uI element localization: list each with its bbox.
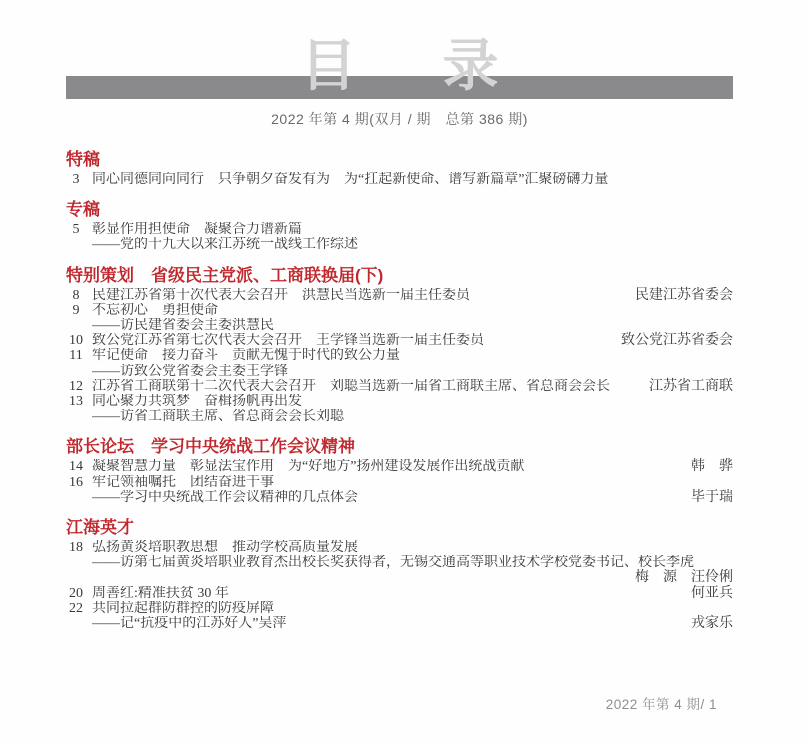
section-tebiecehua bbox=[66, 267, 733, 425]
toc-entry-line bbox=[66, 222, 733, 237]
toc-entry-subline bbox=[66, 237, 733, 252]
section-title: 专稿 bbox=[66, 200, 100, 220]
page-number: 5 bbox=[72, 222, 80, 238]
page-number: 20 bbox=[69, 585, 83, 601]
page-title bbox=[66, 36, 733, 96]
page-number: 12 bbox=[69, 378, 83, 394]
entry-author: 致公党江苏省委会 bbox=[621, 333, 733, 349]
entry-subtitle: ——访致公党省委会主委王学锋 bbox=[92, 363, 288, 379]
entry-subtitle: ——记“抗疫中的江苏好人”吴萍 bbox=[92, 616, 287, 632]
page-number: 9 bbox=[72, 302, 80, 318]
entry-author: 毕于瑞 bbox=[691, 489, 733, 505]
toc-entry-authors-line bbox=[66, 570, 733, 585]
entry-author: 梅 源 汪伶俐 bbox=[635, 570, 733, 586]
toc-entry-line bbox=[66, 586, 733, 601]
toc-entry-subline bbox=[66, 318, 733, 333]
entry-author: 戎家乐 bbox=[691, 616, 733, 632]
section-title: 江海英才 bbox=[66, 518, 134, 538]
entry-title: 牢记使命 接力奋斗 贡献无愧于时代的致公力量 bbox=[92, 348, 400, 364]
section-tegao bbox=[66, 151, 733, 187]
toc-entry-line bbox=[66, 459, 733, 474]
entry-subtitle: ——访民建省委会主委洪慧民 bbox=[92, 318, 274, 334]
entry-title: 致公党江苏省第七次代表大会召开 王学锋当选新一届主任委员 bbox=[92, 333, 484, 349]
page-number: 22 bbox=[69, 600, 83, 616]
toc-entry-line bbox=[66, 540, 733, 555]
entry-author: 韩 骅 bbox=[691, 459, 733, 475]
section-buzhangluntan bbox=[66, 438, 733, 505]
entry-author: 民建江苏省委会 bbox=[635, 287, 733, 303]
toc-entry-subline bbox=[66, 490, 733, 505]
page-footer: 2022 年第 4 期/ 1 bbox=[605, 697, 717, 712]
toc-entry-subline bbox=[66, 555, 733, 570]
issue-info: 2022 年第 4 期(双月 / 期 总第 386 期) bbox=[271, 111, 528, 127]
toc-entry-line bbox=[66, 303, 733, 318]
toc-entry-line bbox=[66, 475, 733, 490]
title-char-lu: 录 bbox=[442, 34, 499, 97]
entry-title: 周善红:精准扶贫 30 年 bbox=[92, 585, 229, 601]
toc-entry-subline bbox=[66, 364, 733, 379]
page-number: 11 bbox=[69, 348, 83, 364]
entry-title: 同心同德同向同行 只争朝夕奋发有为 为“扛起新使命、谱写新篇章”汇聚磅礴力量 bbox=[92, 172, 609, 187]
toc-entry-subline bbox=[66, 409, 733, 424]
entry-subtitle: ——学习中央统战工作会议精神的几点体会 bbox=[92, 489, 358, 505]
section-jianghaiyingcai bbox=[66, 519, 733, 631]
page-number: 8 bbox=[72, 287, 80, 303]
toc-entry-line bbox=[66, 288, 733, 303]
entry-subtitle: ——访省工商联主席、省总商会会长刘聪 bbox=[92, 409, 344, 425]
page-number: 18 bbox=[69, 540, 83, 556]
entry-title: 江苏省工商联第十二次代表大会召开 刘聪当选新一届省工商联主席、省总商会会长 bbox=[92, 378, 610, 394]
entry-author: 何亚兵 bbox=[691, 585, 733, 601]
section-zhuangao bbox=[66, 201, 733, 252]
toc-entry-line bbox=[66, 601, 733, 616]
toc-entry-line bbox=[66, 394, 733, 409]
page-number: 13 bbox=[69, 394, 83, 410]
entry-title: 彰显作用担使命 凝聚合力谱新篇 bbox=[92, 222, 302, 238]
toc-content bbox=[66, 151, 733, 645]
section-title: 部长论坛 学习中央统战工作会议精神 bbox=[66, 437, 355, 457]
entry-subtitle: ——访第七届黄炎培职业教育杰出校长奖获得者，无锡交通高等职业技术学校党委书记、校长李虎 bbox=[92, 555, 694, 571]
toc-entry-line bbox=[66, 333, 733, 348]
section-title: 特稿 bbox=[66, 150, 100, 169]
page-number: 10 bbox=[69, 333, 83, 349]
page-number: 14 bbox=[69, 459, 83, 475]
entry-title: 不忘初心 勇担使命 bbox=[92, 302, 218, 318]
page-number: 3 bbox=[72, 172, 80, 187]
entry-title: 同心聚力共筑梦 奋楫扬帆再出发 bbox=[92, 394, 302, 410]
toc-entry-line bbox=[66, 348, 733, 363]
entry-title: 凝聚智慧力量 彰显法宝作用 为“好地方”扬州建设发展作出统战贡献 bbox=[92, 459, 525, 475]
toc-entry-line bbox=[66, 172, 733, 187]
entry-title: 共同拉起群防群控的防疫屏障 bbox=[92, 600, 274, 616]
title-char-mu: 目 bbox=[300, 34, 357, 97]
page-number: 16 bbox=[69, 474, 83, 490]
entry-subtitle: ——党的十九大以来江苏统一战线工作综述 bbox=[92, 237, 358, 253]
toc-entry-line bbox=[66, 379, 733, 394]
entry-title: 牢记领袖嘱托 团结奋进干事 bbox=[92, 474, 274, 490]
toc-entry-subline bbox=[66, 616, 733, 631]
entry-title: 民建江苏省第十次代表大会召开 洪慧民当选新一届主任委员 bbox=[92, 287, 470, 303]
entry-author: 江苏省工商联 bbox=[649, 378, 733, 394]
section-title: 特别策划 省级民主党派、工商联换届(下) bbox=[66, 265, 384, 285]
entry-title: 弘扬黄炎培职教思想 推动学校高质量发展 bbox=[92, 540, 358, 556]
